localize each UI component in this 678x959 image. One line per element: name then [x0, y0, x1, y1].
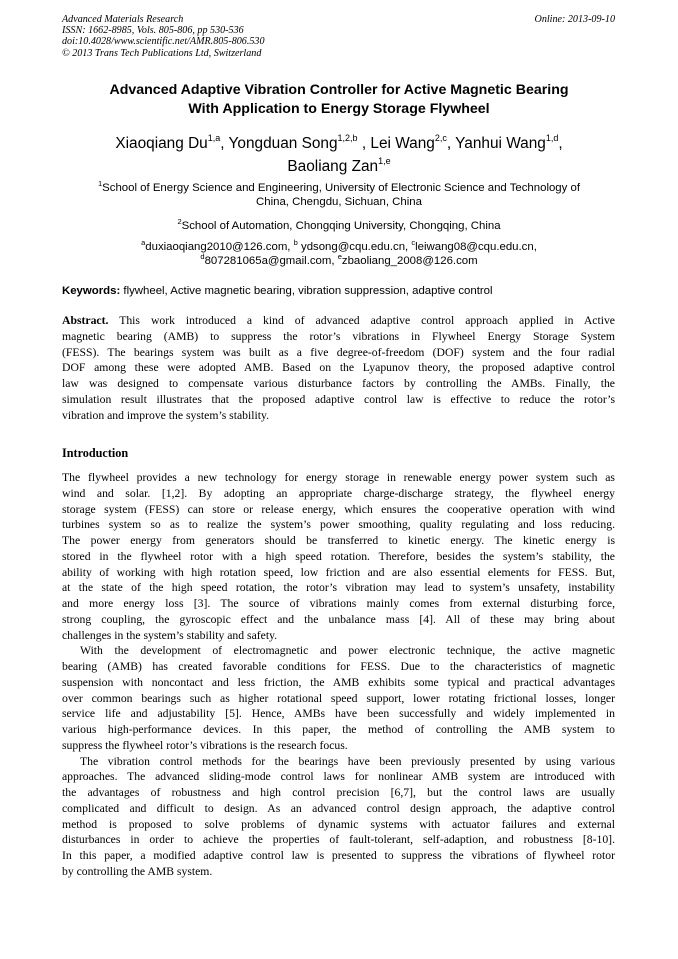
- copyright-line: © 2013 Trans Tech Publications Ltd, Switzerland: [62, 47, 262, 59]
- journal-name: Advanced Materials Research: [62, 14, 184, 25]
- intro-p1-line: The power energy from generators should be transferred to kinetic energy. The kinetic energy is: [62, 534, 615, 547]
- abstract-label: Abstract.: [62, 314, 109, 327]
- email-sup: b: [293, 238, 298, 247]
- abstract-text: This work introduced a kind of advanced adaptive control approach applied in Active: [119, 314, 615, 327]
- abstract-line: magnetic bearing (AMB) to suppress the rotor’s vibrations in Flywheel Energy Storage System: [62, 329, 615, 343]
- affiliation-sup: 2: [177, 217, 182, 226]
- email-sup: c: [411, 238, 416, 247]
- doi-line: doi:10.4028/www.scientific.net/AMR.805-806.530: [62, 36, 265, 48]
- intro-p1-line: and more energy loss [3]. The source of vibrations mainly comes from external disturbing force,: [62, 597, 615, 610]
- intro-p3-line: approaches. The advanced sliding-mode control laws for nonlinear AMB system are introduced with: [62, 770, 615, 784]
- author-sup: 1,e: [378, 156, 391, 166]
- email-link[interactable]: 807281065a@gmail.com,: [204, 255, 335, 267]
- email-line-2: [62, 254, 616, 268]
- author-list: [62, 132, 616, 178]
- intro-p1-line: strong coupling, the gyroscopic effect and the unbalance mass [4]. All of these may bring about: [62, 612, 615, 626]
- intro-p2-line: suspension with noncontact and less friction, the AMB exhibits some typical and practical advantages: [62, 675, 615, 689]
- keywords-label: Keywords:: [62, 285, 121, 297]
- intro-p3-line: method is proposed to solve problems of dynamic systems with actuator failures and external: [62, 817, 615, 831]
- email-link[interactable]: zbaoliang_2008@126.com: [341, 255, 478, 267]
- author-name: Yanhui Wang: [455, 135, 546, 152]
- abstract-line: [62, 313, 615, 329]
- intro-p1-line: turbines system so as to realize the system’s power smoothing, quality regulating and loss reducing.: [62, 518, 615, 532]
- section-heading-introduction: Introduction: [62, 446, 129, 460]
- abstract-line: (FESS). The bearings system was built as a five degree-of-freedom (DOF) system and the four radial: [62, 345, 615, 359]
- keywords-line: [62, 284, 493, 298]
- title-line-2: With Application to Energy Storage Flywheel: [188, 101, 490, 117]
- intro-p1-line: challenges in the system’s stability and safety.: [62, 628, 278, 642]
- abstract: [62, 313, 615, 423]
- intro-p3-line: complicated and difficult to design. As an advanced control design approach, the adaptive control: [62, 801, 615, 815]
- title-line-1: Advanced Adaptive Vibration Controller for Active Magnetic Bearing: [109, 82, 569, 98]
- abstract-line: law was designed to compensate various disturbance factors by controlling the AMBs. Finally, the: [62, 377, 615, 390]
- affiliation-sup: 1: [97, 179, 103, 188]
- email-link[interactable]: leiwang08@cqu.edu.cn,: [415, 241, 537, 253]
- intro-p2-line: service life and adjustability [5]. Hence, AMBs have been successfully and widely implemented in: [62, 707, 615, 721]
- author-sup: 2,c: [434, 133, 447, 143]
- intro-p1-line: The flywheel provides a new technology for energy storage in renewable energy power system such as: [62, 471, 615, 484]
- email-sup: a: [141, 238, 146, 247]
- affiliation-1-line-1: [62, 181, 616, 195]
- intro-p2-line: suppress the flywheel rotor’s vibrations is the research focus.: [62, 738, 348, 752]
- abstract-line: vibration and improve the system’s stability.: [62, 408, 269, 422]
- intro-p1-line: stored in the flywheel rotor with a high speed rotation. Therefore, besides the system’s stability, the: [62, 549, 615, 563]
- email-sup: d: [200, 252, 205, 261]
- affiliation-text: School of Energy Science and Engineering, University of Electronic Science and Technology of: [102, 182, 581, 194]
- email-link[interactable]: ydsong@cqu.edu.cn,: [301, 241, 409, 253]
- author-line-2: [62, 155, 616, 178]
- intro-p3-line: In this paper, a modified adaptive control law is presented to suppress the vibrations of flywheel rotor: [62, 849, 615, 862]
- author-sup: 1,a: [207, 133, 221, 143]
- intro-p3-line: the advantages of robustness and high control precision [6,7], but the control laws are usually: [62, 786, 615, 799]
- affiliation-2-line: [62, 219, 616, 233]
- affiliation-text: School of Automation, Chongqing University, Chongqing, China: [181, 220, 501, 232]
- intro-p2-line: With the development of electromagnetic and power electronic technique, the active magnetic: [80, 644, 615, 658]
- issn-line: ISSN: 1662-8985, Vols. 805-806, pp 530-536: [62, 25, 244, 37]
- paper-title: [62, 81, 616, 119]
- author-name: Xiaoqiang Du: [115, 135, 208, 152]
- email-sup: e: [337, 252, 342, 261]
- email-list: [62, 240, 616, 268]
- introduction-body: [62, 470, 615, 880]
- intro-p1-line: ability of working with high rotation speed, low friction and are also essential elements for FESS. But,: [62, 565, 615, 579]
- email-link[interactable]: duxiaoqiang2010@126.com,: [145, 241, 291, 253]
- intro-p3-line: The vibration control methods for the bearings have been previously presented by using various: [80, 754, 615, 768]
- keywords-text: flywheel, Active magnetic bearing, vibration suppression, adaptive control: [123, 285, 493, 297]
- abstract-line: simulation result illustrates that the proposed adaptive control law is effective to reduce the rotor’s: [62, 392, 615, 406]
- intro-p2-line: over common bearings such as higher rotational speed support, lower rotating frictional losses, longer: [62, 691, 615, 705]
- intro-p1-line: at the state of the high speed rotation, the rotor’s vibration may lead to system’s unsafety, instability: [62, 581, 615, 595]
- author-sup: 1,2,b: [337, 133, 358, 143]
- abstract-line: DOF among these were adopted AMB. Based on the Lyapunov theory, the proposed adaptive control: [62, 361, 615, 375]
- affiliation-1-line-2: China, Chengdu, Sichuan, China: [256, 196, 422, 208]
- affiliation-1: [62, 181, 616, 209]
- online-date: Online: 2013-09-10: [534, 14, 615, 25]
- affiliation-2: [62, 219, 616, 233]
- author-name: Lei Wang: [370, 135, 435, 152]
- journal-header: [62, 14, 422, 59]
- author-line-1: Xiaoqiang Du$^{1,a}$, Yongduan Song$^{1,2,b}$ , Lei Wang$^{2,c}$, Yanhui Wang$^{1,d}$,: [115, 133, 563, 152]
- intro-p1-line: wind and solar. [1,2]. By adopting an appropriate charge-discharge strategy, the flywheel energy: [62, 486, 615, 500]
- intro-p3-line: by controlling the AMB system.: [62, 864, 213, 878]
- author-name: Yongduan Song: [228, 135, 338, 152]
- author-name: Baoliang Zan: [287, 158, 379, 175]
- intro-p2-line: bearing (AMB) has created favorable conditions for FESS. Due to the characteristics of magnetic: [62, 660, 615, 673]
- intro-p1-line: storage system (FESS) can store or release energy, which ensures the cooperative operation with wind: [62, 502, 615, 516]
- intro-p2-line: various high-performance devices. In this paper, the method of controlling the AMB system to: [62, 723, 615, 736]
- author-sup: 1,d: [545, 133, 559, 143]
- intro-p3-line: disturbances in order to achieve the properties of fault-tolerant, self-adaption, and robustness [8-10].: [62, 833, 615, 847]
